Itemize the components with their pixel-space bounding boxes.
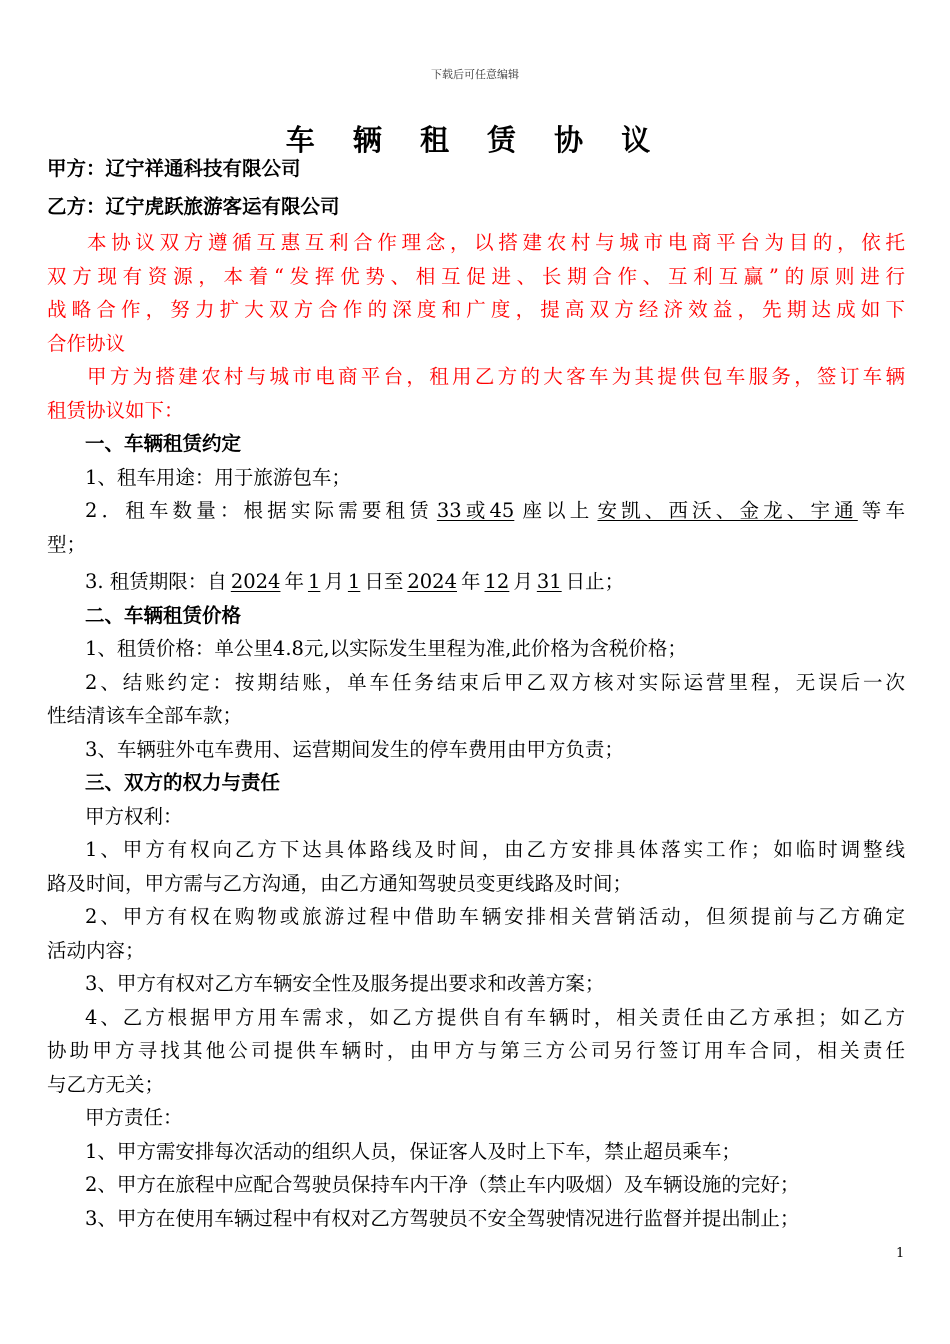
start-day: 1 — [347, 570, 361, 593]
intro-line: 甲方为搭建农村与城市电商平台，租用乙方的大客车为其提供包车服务，签订车辆 — [87, 365, 905, 388]
section-heading: 三、双方的权力与责任 — [85, 771, 281, 794]
clause — [47, 494, 905, 528]
clause: 3、甲方有权对乙方车辆安全性及服务提出要求和改善方案； — [85, 972, 605, 995]
start-month: 1 — [307, 570, 321, 593]
clause-cont: 路及时间，甲方需与乙方沟通，由乙方通知驾驶员变更线路及时间； — [47, 871, 633, 895]
clause: 1、租赁价格：单公里4.8元,以实际发生里程为准,此价格为含税价格； — [85, 637, 687, 660]
clause-text: 年 — [460, 570, 481, 593]
clause: 2、结账约定：按期结账，单车任务结束后甲乙双方核对实际运营里程，无误后一次 — [85, 670, 905, 694]
clause-cont: 协助甲方寻找其他公司提供车辆时，由甲方与第三方公司另行签订用车合同，相关责任 — [47, 1039, 905, 1062]
clause: 3、甲方在使用车辆过程中有权对乙方驾驶员不安全驾驶情况进行监督并提出制止； — [85, 1206, 800, 1230]
clause-text: 等车 — [861, 499, 905, 522]
clause-text: 2．租车数量：根据实际需要租赁 — [85, 499, 433, 522]
vehicle-models: 安凯、西沃、金龙、宇通 — [597, 499, 858, 522]
clause: 2、甲方在旅程中应配合驾驶员保持车内干净（禁止车内吸烟）及车辆设施的完好； — [85, 1173, 800, 1196]
intro-line: 租赁协议如下： — [47, 398, 184, 422]
section-heading: 一、车辆租赁约定 — [85, 432, 242, 455]
intro-line: 本协议双方遵循互惠互利合作理念，以搭建农村与城市电商平台为目的，依托 — [87, 231, 905, 254]
intro-line: 战略合作，努力扩大双方合作的深度和广度，提高双方经济效益，先期达成如下 — [47, 298, 905, 321]
end-day: 31 — [536, 570, 562, 593]
intro-line: 合作协议 — [47, 331, 126, 355]
clause-text: 日至 — [364, 570, 404, 593]
clause — [47, 565, 905, 599]
clause-text: 月 — [513, 570, 533, 593]
sub-heading: 甲方责任： — [85, 1106, 183, 1129]
clause-cont: 活动内容； — [47, 938, 145, 962]
page-number: 1 — [896, 1246, 905, 1261]
start-year: 2024 — [230, 570, 281, 593]
party-a: 甲方：辽宁祥通科技有限公司 — [47, 157, 301, 180]
clause: 3、车辆驻外屯车费用、运营期间发生的停车费用由甲方负责； — [85, 737, 624, 761]
document-body — [47, 150, 905, 1235]
clause: 2、甲方有权在购物或旅游过程中借助车辆安排相关营销活动，但须提前与乙方确定 — [85, 905, 905, 928]
clause-text: 3. 租赁期限：自 — [85, 570, 227, 593]
header-note: 下载后可任意编辑 — [431, 68, 519, 81]
end-year: 2024 — [407, 570, 457, 593]
clause-cont: 型； — [47, 532, 87, 556]
clause-text: 月 — [324, 570, 344, 593]
end-month: 12 — [484, 570, 510, 593]
seat-count: 33或45 — [436, 499, 515, 522]
document-title: 车 辆 租 赁 协 议 — [285, 123, 665, 157]
sub-heading: 甲方权利： — [85, 804, 183, 828]
clause-cont: 性结清该车全部车款； — [47, 704, 243, 727]
section-heading: 二、车辆租赁价格 — [85, 603, 242, 627]
clause-text: 座以上 — [518, 499, 594, 522]
clause-text: 日止； — [565, 570, 625, 593]
clause-cont: 与乙方无关； — [47, 1072, 165, 1096]
clause: 1、租车用途：用于旅游包车； — [85, 465, 351, 489]
party-b: 乙方：辽宁虎跃旅游客运有限公司 — [47, 195, 340, 218]
clause: 1、甲方有权向乙方下达具体路线及时间，由乙方安排具体落实工作；如临时调整线 — [85, 838, 905, 861]
intro-line: 双方现有资源，本着“发挥优势、相互促进、长期合作、互利互赢”的原则进行 — [47, 264, 905, 288]
clause-text: 年 — [284, 570, 304, 593]
clause: 1、甲方需安排每次活动的组织人员，保证客人及时上下车，禁止超员乘车； — [85, 1139, 741, 1163]
clause: 4、乙方根据甲方用车需求，如乙方提供自有车辆时，相关责任由乙方承担；如乙方 — [85, 1005, 905, 1029]
